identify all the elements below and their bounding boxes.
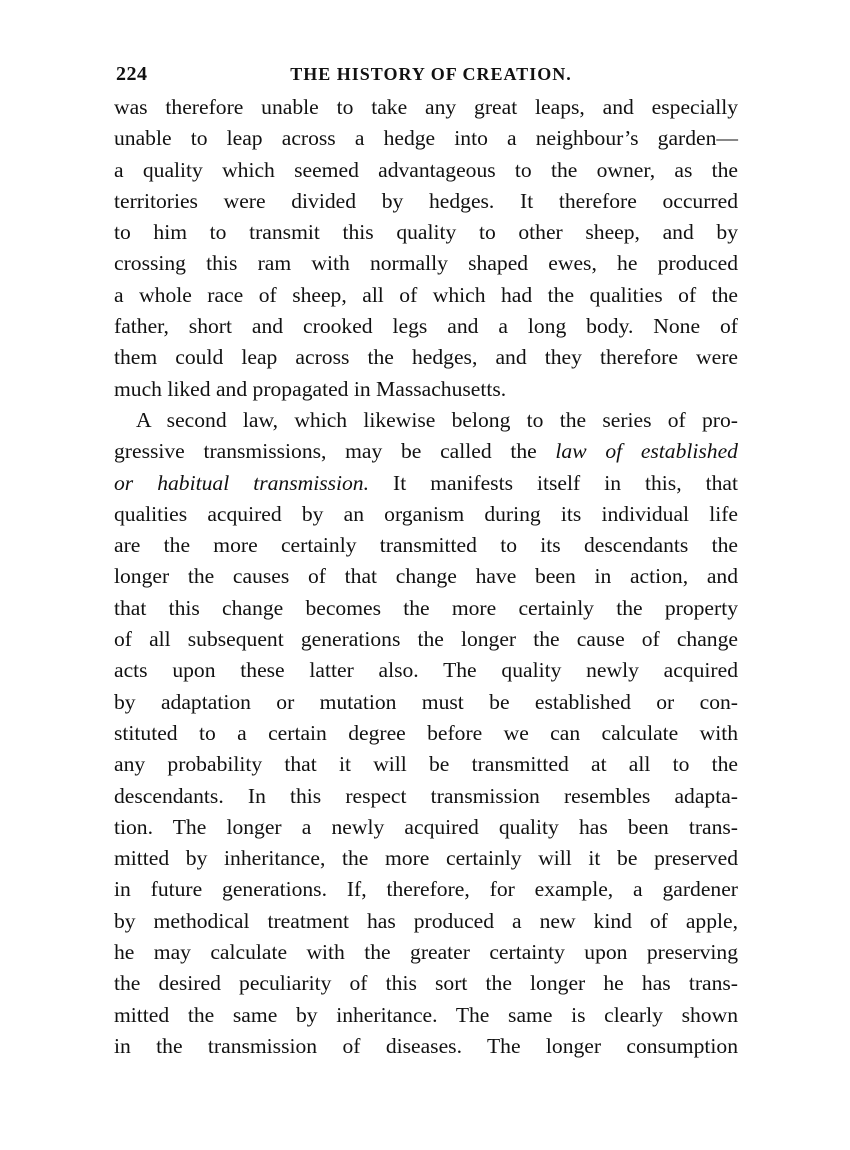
text-line: a quality which seemed advantageous to the owner, as the [114, 157, 738, 182]
text-line: any probability that it will be transmitted at all to the [114, 752, 738, 777]
text-line: them could leap across the hedges, and they therefore were [114, 345, 738, 370]
text-line: A second law, which likewise belong to the series of pro- [136, 407, 738, 432]
text-line: crossing this ram with normally shaped ewes, he produced [114, 251, 738, 276]
running-title: THE HISTORY OF CREATION. [290, 64, 572, 84]
text-line: mitted the same by inheritance. The same is clearly shown [114, 1002, 738, 1027]
running-head [114, 60, 738, 92]
text-line: that this change becomes the more certainly the property [114, 595, 738, 620]
text-line: stituted to a certain degree before we can calculate with [114, 720, 738, 745]
text-line: by methodical treatment has produced a new kind of apple, [114, 908, 738, 933]
text-line: descendants. In this respect transmission resembles adapta- [114, 783, 738, 808]
text-line: by adaptation or mutation must be established or con- [114, 689, 738, 714]
italic-term: law of established [555, 439, 738, 464]
text-run: It manifests itself in this, that [369, 470, 738, 495]
text-line: father, short and crooked legs and a long body. None of [114, 314, 738, 339]
text-line: acts upon these latter also. The quality newly acquired [114, 658, 738, 683]
text-run: gressive transmissions, may be called the [114, 439, 556, 464]
book-page [114, 60, 738, 1062]
text-line: to him to transmit this quality to other sheep, and by [114, 220, 738, 245]
text-line: was therefore unable to take any great leaps, and especially [114, 95, 738, 119]
text-line [114, 468, 738, 499]
text-line: a whole race of sheep, all of which had the qualities of the [114, 282, 738, 307]
text-line [114, 436, 738, 467]
paragraph-1 [114, 92, 738, 405]
text-line: are the more certainly transmitted to its descendants the [114, 533, 738, 558]
text-line: territories were divided by hedges. It therefore occurred [114, 188, 738, 213]
text-line: in future generations. If, therefore, for example, a gardener [114, 877, 738, 902]
italic-term: or habitual transmission. [114, 470, 370, 495]
text-line: tion. The longer a newly acquired quality has been trans- [114, 814, 738, 839]
page-number: 224 [116, 63, 148, 85]
text-line: of all subsequent generations the longer the cause of change [114, 627, 738, 652]
paragraph-2 [114, 405, 738, 1062]
body-text [114, 92, 738, 1062]
text-line: he may calculate with the greater certainty upon preserving [114, 940, 738, 965]
text-line: mitted by inheritance, the more certainly will it be preserved [114, 846, 738, 871]
text-line: qualities acquired by an organism during its individual life [114, 501, 738, 526]
text-line: longer the causes of that change have been in action, and [114, 564, 738, 589]
text-line: much liked and propagated in Massachusetts. [114, 376, 507, 401]
text-line: in the transmission of diseases. The longer consumption [114, 1033, 738, 1058]
text-line: unable to leap across a hedge into a neighbour’s garden— [114, 126, 738, 151]
text-line: the desired peculiarity of this sort the longer he has trans- [114, 971, 738, 996]
